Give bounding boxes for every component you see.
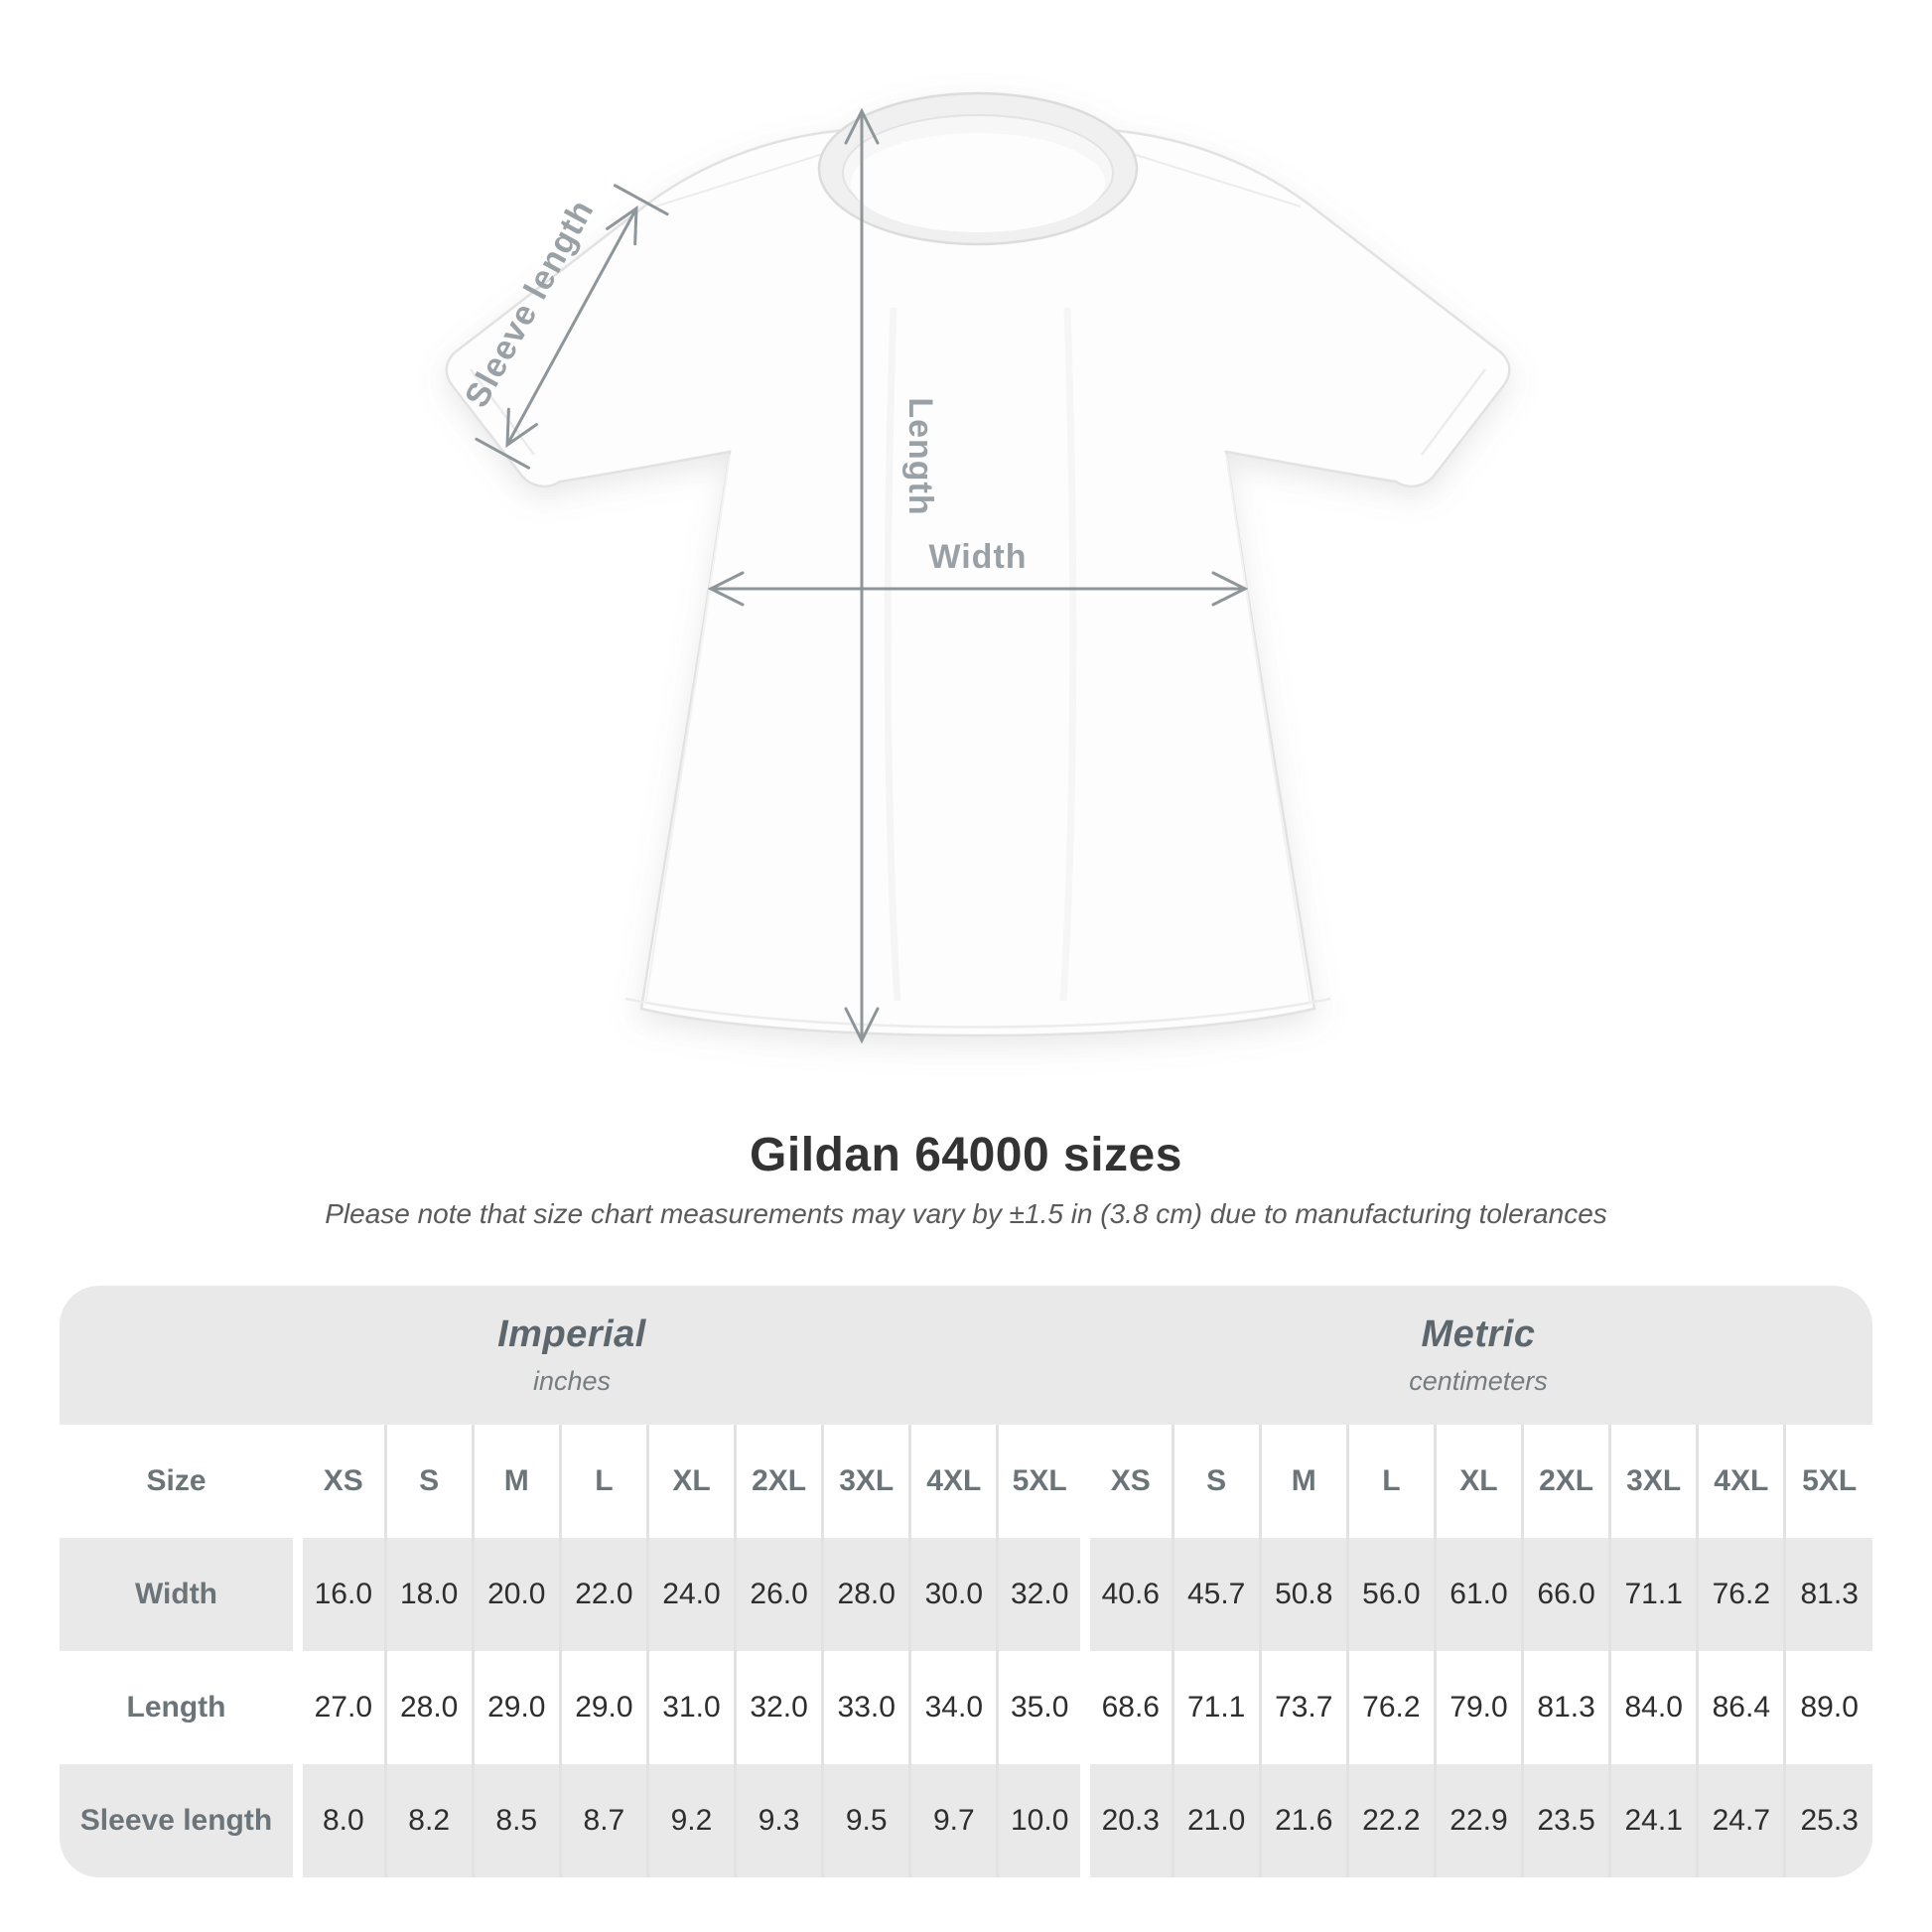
measurement-cell-imperial-2xl: 9.3 — [736, 1764, 823, 1877]
measurement-cell-imperial-l: 29.0 — [560, 1651, 647, 1764]
measurement-cell-imperial-5xl: 10.0 — [998, 1764, 1085, 1877]
measurement-cell-imperial-3xl: 9.5 — [823, 1764, 910, 1877]
measurement-cell-metric-5xl: 25.3 — [1785, 1764, 1872, 1877]
measurement-cell-metric-xs: 40.6 — [1085, 1538, 1173, 1651]
row-label: Width — [60, 1538, 298, 1651]
measurement-cell-metric-s: 45.7 — [1173, 1538, 1260, 1651]
metric-unit: centimeters — [1409, 1366, 1548, 1396]
measurement-cell-imperial-3xl: 28.0 — [823, 1538, 910, 1651]
tshirt-body-path — [447, 124, 1510, 1035]
size-col-header-metric-3xl: 3XL — [1610, 1425, 1698, 1538]
length-label: Length — [901, 397, 939, 516]
measurement-cell-imperial-xl: 31.0 — [647, 1651, 735, 1764]
size-col-header-metric-4xl: 4XL — [1698, 1425, 1785, 1538]
measurement-cell-metric-s: 71.1 — [1173, 1651, 1260, 1764]
measurement-cell-imperial-3xl: 33.0 — [823, 1651, 910, 1764]
measurement-cell-metric-xl: 22.9 — [1435, 1764, 1522, 1877]
size-row-label: Size — [60, 1425, 298, 1538]
metric-title: Metric — [1421, 1313, 1536, 1355]
size-col-header-metric-m: M — [1260, 1425, 1347, 1538]
measurement-cell-metric-2xl: 81.3 — [1523, 1651, 1610, 1764]
sleeve-length-label: Sleeve length — [457, 193, 602, 414]
measurement-cell-metric-2xl: 66.0 — [1523, 1538, 1610, 1651]
measurement-cell-metric-xs: 68.6 — [1085, 1651, 1173, 1764]
measurement-cell-imperial-2xl: 32.0 — [736, 1651, 823, 1764]
measurement-cell-metric-3xl: 71.1 — [1610, 1538, 1698, 1651]
measurement-cell-metric-xl: 79.0 — [1435, 1651, 1522, 1764]
size-col-header-imperial-5xl: 5XL — [998, 1425, 1085, 1538]
metric-section-header — [1084, 1286, 1872, 1425]
measurement-cell-metric-xs: 20.3 — [1085, 1764, 1173, 1877]
imperial-section-header — [60, 1286, 1084, 1425]
size-col-header-imperial-xs: XS — [298, 1425, 385, 1538]
measurement-cell-metric-m: 21.6 — [1260, 1764, 1347, 1877]
measurement-cell-metric-3xl: 84.0 — [1610, 1651, 1698, 1764]
measurement-cell-metric-xl: 61.0 — [1435, 1538, 1522, 1651]
measurement-cell-imperial-s: 8.2 — [385, 1764, 473, 1877]
imperial-unit: inches — [532, 1366, 612, 1396]
size-col-header-metric-xs: XS — [1085, 1425, 1173, 1538]
size-col-header-metric-s: S — [1173, 1425, 1260, 1538]
measurement-cell-imperial-4xl: 34.0 — [910, 1651, 998, 1764]
measurement-cell-metric-3xl: 24.1 — [1610, 1764, 1698, 1877]
size-col-header-metric-5xl: 5XL — [1785, 1425, 1872, 1538]
measurement-cell-imperial-s: 28.0 — [385, 1651, 473, 1764]
size-col-header-metric-xl: XL — [1435, 1425, 1522, 1538]
size-col-header-imperial-l: L — [560, 1425, 647, 1538]
measurement-row-length — [60, 1651, 1872, 1764]
measurement-cell-imperial-4xl: 30.0 — [910, 1538, 998, 1651]
size-header-row — [60, 1425, 1872, 1538]
size-col-header-metric-2xl: 2XL — [1523, 1425, 1610, 1538]
measurement-cell-imperial-s: 18.0 — [385, 1538, 473, 1651]
row-label: Length — [60, 1651, 298, 1764]
measurement-cell-metric-5xl: 81.3 — [1785, 1538, 1872, 1651]
measurement-cell-imperial-l: 22.0 — [560, 1538, 647, 1651]
size-col-header-imperial-m: M — [473, 1425, 560, 1538]
measurement-cell-imperial-5xl: 35.0 — [998, 1651, 1085, 1764]
measurement-cell-metric-4xl: 76.2 — [1698, 1538, 1785, 1651]
size-table-body — [60, 1538, 1872, 1877]
width-label: Width — [928, 538, 1028, 576]
measurement-cell-metric-m: 73.7 — [1260, 1651, 1347, 1764]
size-col-header-metric-l: L — [1347, 1425, 1435, 1538]
measurement-cell-imperial-5xl: 32.0 — [998, 1538, 1085, 1651]
measurement-cell-metric-l: 76.2 — [1347, 1651, 1435, 1764]
size-chart-card — [60, 1286, 1872, 1877]
measurement-cell-metric-m: 50.8 — [1260, 1538, 1347, 1651]
measurement-cell-metric-4xl: 24.7 — [1698, 1764, 1785, 1877]
size-table — [60, 1425, 1872, 1877]
measurement-cell-metric-s: 21.0 — [1173, 1764, 1260, 1877]
measurement-cell-imperial-m: 29.0 — [473, 1651, 560, 1764]
size-col-header-imperial-2xl: 2XL — [736, 1425, 823, 1538]
tshirt-collar — [819, 93, 1137, 244]
measurement-cell-imperial-4xl: 9.7 — [910, 1764, 998, 1877]
measurement-cell-imperial-xl: 9.2 — [647, 1764, 735, 1877]
size-col-header-imperial-xl: XL — [647, 1425, 735, 1538]
unit-header-band — [60, 1286, 1872, 1425]
measurement-cell-imperial-xl: 24.0 — [647, 1538, 735, 1651]
size-col-header-imperial-3xl: 3XL — [823, 1425, 910, 1538]
size-col-header-imperial-4xl: 4XL — [910, 1425, 998, 1538]
measurement-cell-metric-4xl: 86.4 — [1698, 1651, 1785, 1764]
measurement-cell-imperial-l: 8.7 — [560, 1764, 647, 1877]
measurement-cell-metric-2xl: 23.5 — [1523, 1764, 1610, 1877]
measurement-cell-metric-l: 56.0 — [1347, 1538, 1435, 1651]
measurement-cell-imperial-2xl: 26.0 — [736, 1538, 823, 1651]
size-col-header-imperial-s: S — [385, 1425, 473, 1538]
measurement-row-sleeve-length — [60, 1764, 1872, 1877]
measurement-cell-metric-5xl: 89.0 — [1785, 1651, 1872, 1764]
measurement-cell-imperial-xs: 16.0 — [298, 1538, 385, 1651]
measurement-row-width — [60, 1538, 1872, 1651]
measurement-cell-imperial-xs: 27.0 — [298, 1651, 385, 1764]
row-label: Sleeve length — [60, 1764, 298, 1877]
tolerance-note: Please note that size chart measurements may vary by ±1.5 in (3.8 cm) due to manufacturing tolerances — [325, 1198, 1607, 1229]
measurement-cell-imperial-xs: 8.0 — [298, 1764, 385, 1877]
measurement-cell-imperial-m: 20.0 — [473, 1538, 560, 1651]
page-title: Gildan 64000 sizes — [750, 1129, 1182, 1181]
measurement-cell-metric-l: 22.2 — [1347, 1764, 1435, 1877]
imperial-title: Imperial — [497, 1313, 646, 1355]
measurement-cell-imperial-m: 8.5 — [473, 1764, 560, 1877]
